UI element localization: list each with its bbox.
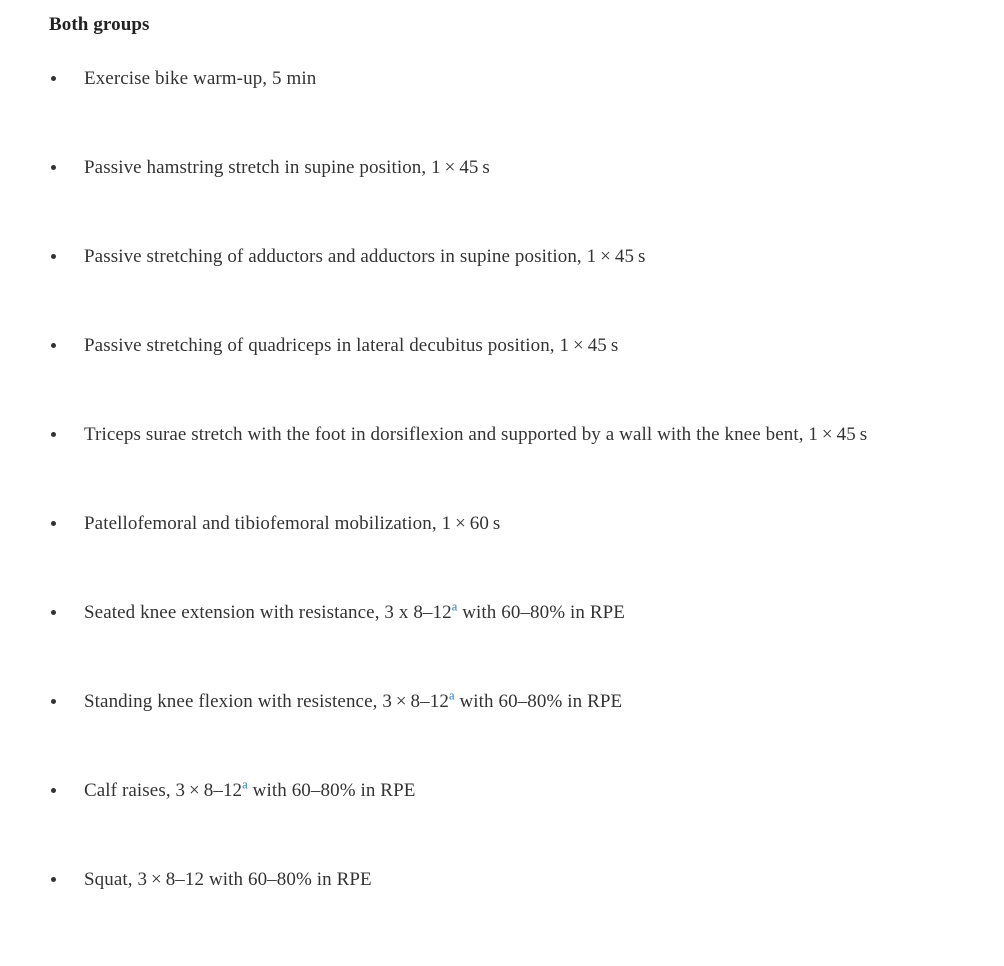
list-item-text: with 60–80% in RPE [247, 780, 416, 801]
list-item-seated-knee-extension [49, 594, 984, 631]
list-item-text: Squat, 3 × 8–12 with 60–80% in RPE [84, 869, 372, 890]
list-item-standing-knee-flexion [49, 683, 984, 720]
list-item-mobilization [49, 505, 984, 542]
list-item-calf-raises [49, 772, 984, 809]
list-item-text: with 60–80% in RPE [454, 691, 623, 712]
footnote-link-a[interactable]: a [451, 599, 458, 614]
bullet-icon [51, 877, 56, 882]
footnote-link-a[interactable]: a [242, 777, 248, 792]
list-item-exercise-bike [49, 60, 984, 97]
section-heading: Both groups [49, 14, 150, 35]
list-item-text: with 60–80% in RPE [457, 602, 626, 623]
list-item-text: Passive stretching of quadriceps in lateral decubitus position, 1 × 45 s [84, 335, 619, 356]
bullet-icon [51, 610, 56, 615]
list-item-text: Seated knee extension with resistance, 3 x 8–12 [84, 602, 452, 623]
bullet-icon [51, 165, 56, 170]
list-item-text: Triceps surae stretch with the foot in dorsiflexion and supported by a wall with the knee bent, 1 × 45 s [84, 424, 868, 445]
bullet-icon [51, 76, 56, 81]
list-item-quadriceps-stretch [49, 327, 984, 364]
bullet-icon [51, 432, 56, 437]
list-item-adductors-stretch [49, 238, 984, 275]
list-item-squat [49, 861, 984, 898]
bullet-icon [51, 788, 56, 793]
bullet-icon [51, 254, 56, 259]
bullet-icon [51, 343, 56, 348]
list-item-hamstring-stretch [49, 149, 984, 186]
list-item-text: Patellofemoral and tibiofemoral mobilization, 1 × 60 s [84, 513, 501, 534]
list-item-text: Passive stretching of adductors and adductors in supine position, 1 × 45 s [84, 246, 646, 267]
list-item-text: Passive hamstring stretch in supine position, 1 × 45 s [84, 157, 490, 178]
list-item-triceps-surae-stretch [49, 416, 984, 453]
list-item-text: Calf raises, 3 × 8–12 [84, 780, 243, 801]
footnote-link-a[interactable]: a [448, 688, 455, 703]
bullet-icon [51, 521, 56, 526]
list-item-text: Exercise bike warm-up, 5 min [84, 68, 317, 89]
bullet-icon [51, 699, 56, 704]
list-item-text: Standing knee flexion with resistence, 3 × 8–12 [84, 691, 449, 712]
exercise-list [49, 60, 984, 898]
